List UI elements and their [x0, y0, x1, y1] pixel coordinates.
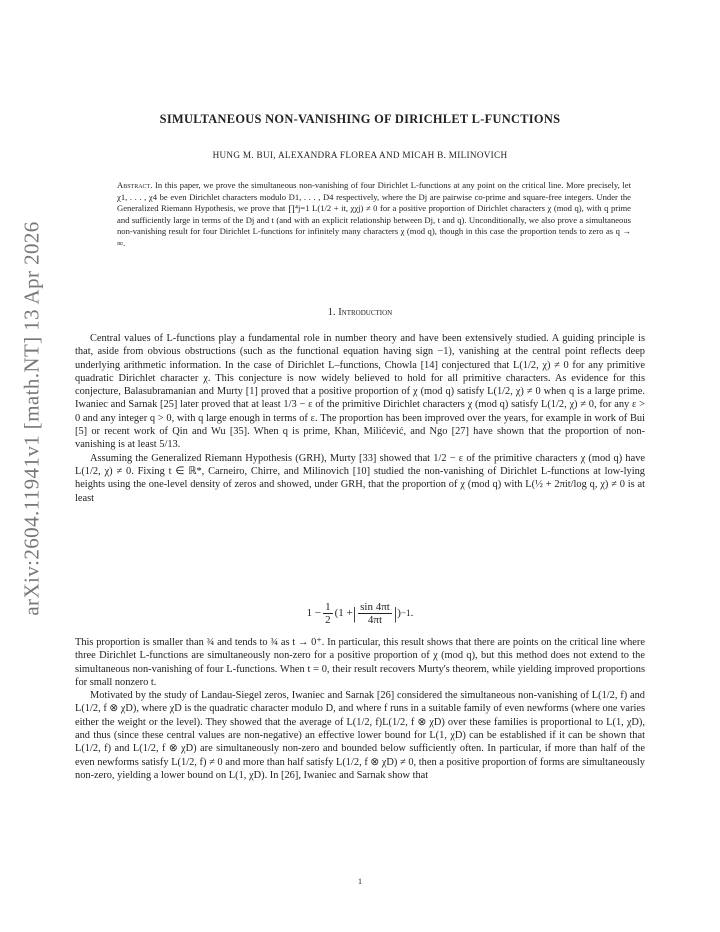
paper-authors: HUNG M. BUI, ALEXANDRA FLOREA AND MICAH B. MILINOVICH: [212, 150, 508, 160]
abs-bar-right: |: [393, 603, 398, 623]
paper-title: SIMULTANEOUS NON-VANISHING OF DIRICHLET L-FUNCTIONS: [159, 112, 561, 126]
arxiv-identifier[interactable]: arXiv:2604.11941v1 [math.NT] 13 Apr 2026: [19, 220, 44, 616]
paragraph-4: Motivated by the study of Landau-Siegel zeros, Iwaniec and Sarnak [26] considered the simultaneous non-vanishing of L(1/2, f) and L(1/2, f ⊗ χD), where χD is the quadratic character modulo D, and where f runs in a suitable family of even newforms (where one varies either the weight or the level). They showed that the average of L(1/2, f)L(1/2, f ⊗ χD) over these families is proportional to L(1, χD), and thus (since these central values are non-negative) an effective lower bound for L(1, χD) can be established if it can be shown that L(1/2, f) and L(1/2, f ⊗ χD) are simultaneously non-zero and bounded below sufficiently often. In particular, if more than half of the even newforms satisfy L(1/2, f) ≠ 0 and more than half satisfy L(1/2, f ⊗ χD) ≠ 0, then a positive proportion of forms are simultaneously non-zero, yielding a lower bound on L(1, χD). In [26], Iwaniec and Sarnak show that: [75, 690, 645, 781]
abstract-text: In this paper, we prove the simultaneous non-vanishing of four Dirichlet L-functions at any point on the critical line. More precisely, let χ1, . . . , χ4 be even Dirichlet characters modulo D1, . . . , D4 respectively, where the Dj are pairwise co-prime and square-free integers. Under the Generalized Riemann Hypothesis, we prove that ∏⁴j=1 L(1/2 + it, χχj) ≠ 0 for a positive proportion of Dirichlet characters χ (mod q), with q prime and sufficiently large in terms of the Dj and t (and with an explicit relationship between Dj, t and q). Unconditionally, we also prove a simultaneous non-vanishing result for four Dirichlet L-functions for infinitely many characters χ (mod q), though in this case the proportion tends to zero as q → ∞.: [117, 180, 631, 248]
sinc-denominator: 4πt: [367, 613, 383, 626]
equation-sinc-fraction: [358, 601, 392, 626]
arxiv-stamp: [14, 158, 50, 678]
section-number: 1.: [327, 307, 336, 318]
equation-lead: 1 −: [306, 607, 322, 619]
paragraph-1: Central values of L-functions play a fundamental role in number theory and have been extensively studied. A guiding principle is that, aside from obvious obstructions (such as the functional equation having sign −1), vanishing at the central point reflects deep underlying arithmetic information. In the case of Dirichlet L–functions, Chowla [14] conjectured that L(1/2, χ) ≠ 0 for any primitive quadratic Dirichlet character χ. This conjecture is now widely believed to hold for all primitive characters. As evidence for this conjecture, Balasubramanian and Murty [1] proved that a positive proportion of χ (mod q) satisfy L(1/2, χ) ≠ 0 when q is a large prime. Iwaniec and Sarnak [25] later proved that at least 1/3 − ε of the primitive Dirichlet characters χ (mod q) satisfy L(1/2, χ) ≠ 0, for any ε > 0 and any integer q > 0, with q large enough in terms of ε. The proportion has been improved over the years, for example in work of Bui [5] or recent work of Qin and Wu [35]. When q is prime, Khan, Milićević, and Ngo [27] have shown that the proportion of non-vanishing is at least 5/13.: [75, 333, 645, 451]
abstract-label: Abstract.: [117, 180, 153, 190]
half-numerator: 1: [325, 600, 331, 613]
abs-bar-left: |: [352, 603, 357, 623]
paragraph-2: Assuming the Generalized Riemann Hypothesis (GRH), Murty [33] showed that 1/2 − ε of the primitive characters χ (mod q) have L(1/2, χ) ≠ 0. Fixing t ∈ ℝ*, Carneiro, Chirre, and Milinovich [10] studied the non-vanishing of Dirichlet L-functions at low-lying heights using the one-level density of zeros and showed, under GRH, that the proportion of χ (mod q) with L(½ + 2πit/log q, χ) ≠ 0 is at least: [75, 452, 645, 504]
section-title: Introduction: [338, 307, 393, 318]
equation-exponent: −1: [400, 608, 411, 618]
equation-half-fraction: [323, 601, 333, 626]
abstract: [117, 180, 631, 250]
equation-close: ): [397, 607, 401, 619]
section-heading: [75, 307, 645, 318]
intro-body-upper: [75, 332, 645, 505]
intro-body-lower: [75, 636, 645, 782]
equation-open: (1 +: [334, 607, 353, 619]
page-number: 1: [358, 877, 362, 886]
half-denominator: 2: [325, 613, 331, 626]
paragraph-3: This proportion is smaller than ¾ and tends to ¾ as t → 0⁺. In particular, this result shows that there are points on the critical line where three Dirichlet L-functions are simultaneously non-zero for a positive proportion of χ (mod q), but this method does not extend to the simultaneous non-vanishing of four L-functions. When t = 0, their result recovers Murty's theorem, while yielding improved proportions for small nonzero t.: [75, 637, 645, 688]
display-equation: [75, 596, 645, 630]
sinc-numerator: sin 4πt: [360, 600, 390, 613]
equation-end: .: [410, 607, 414, 619]
